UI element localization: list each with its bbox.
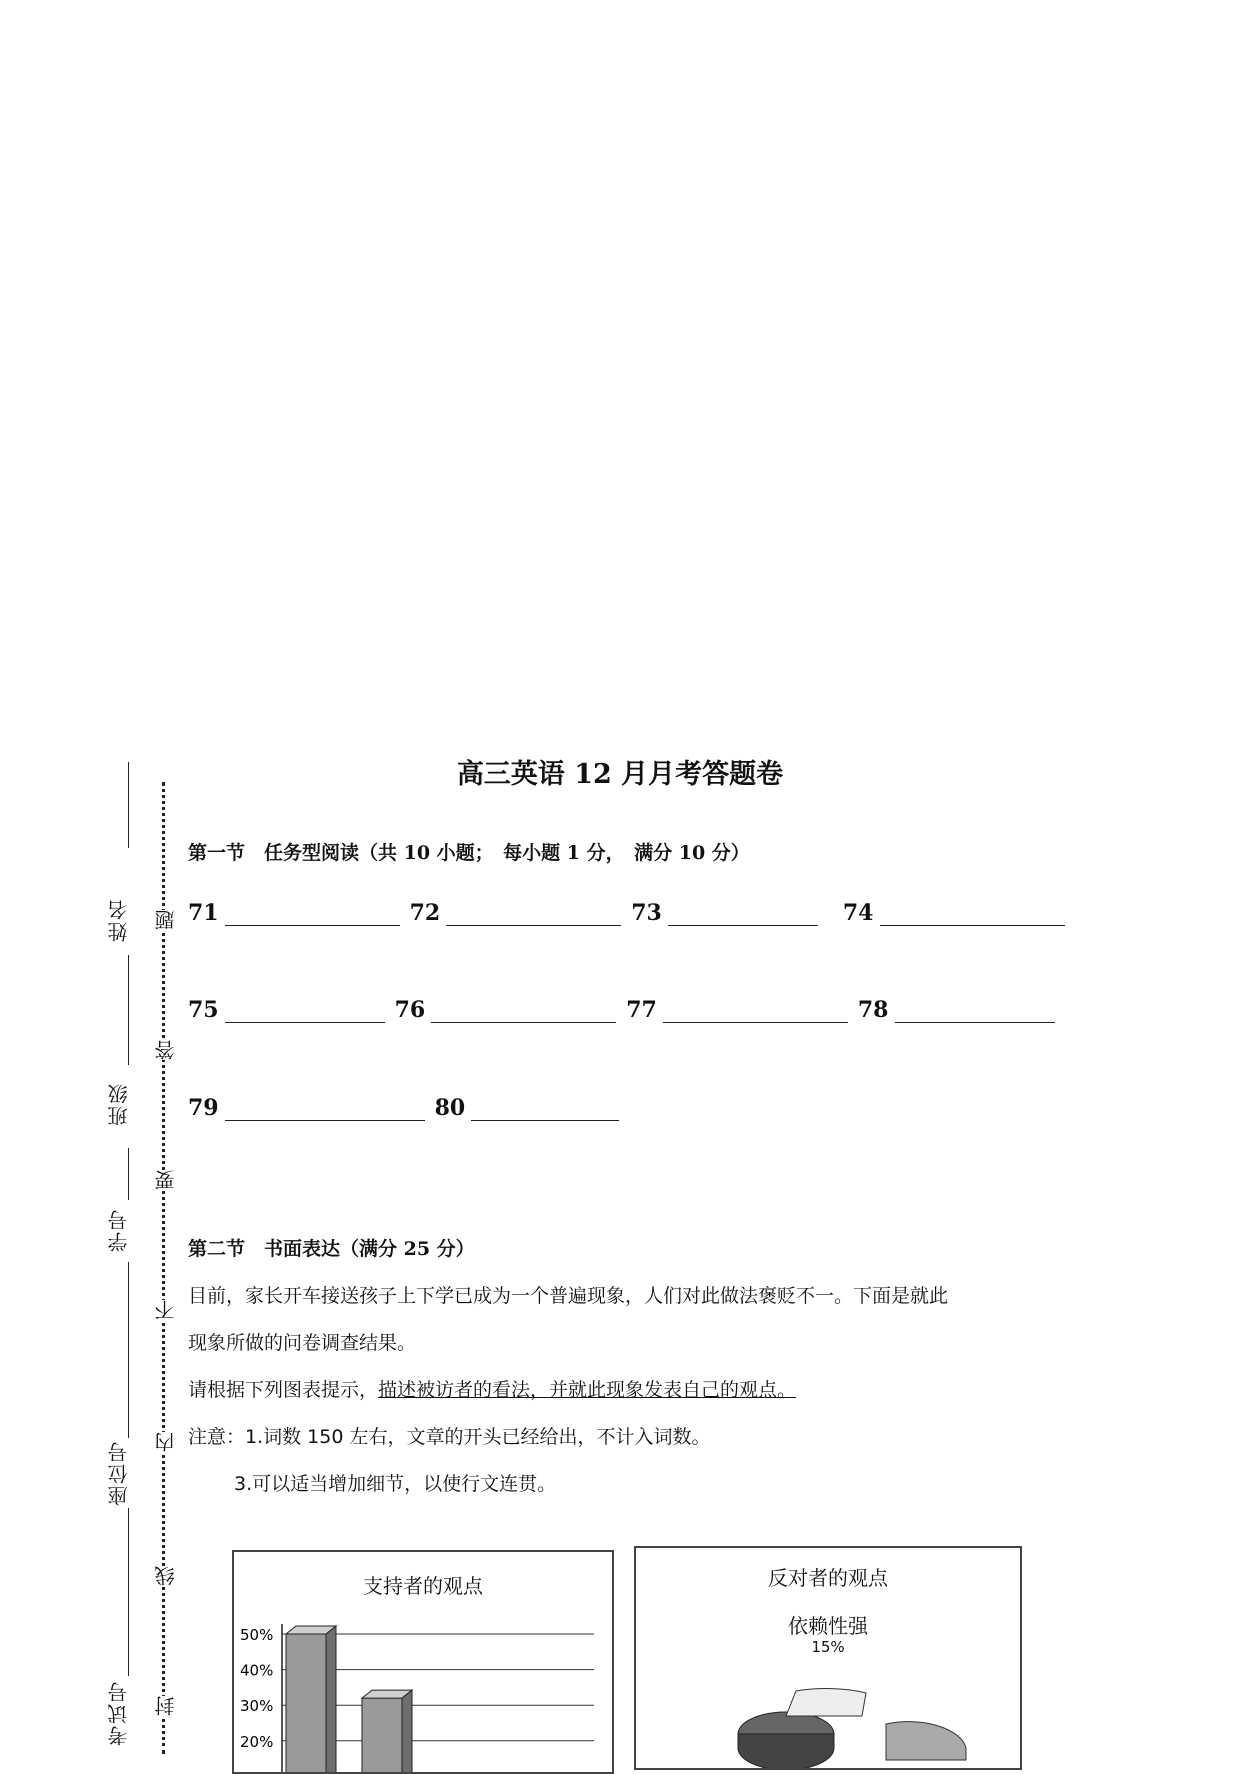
question-number: 79 [188,1095,219,1121]
question-number: 76 [394,997,426,1023]
name-label: 姓名 [107,898,131,942]
answer-blank-80[interactable] [471,1100,619,1121]
y-tick-label: 20% [240,1732,274,1751]
supporters-chart [232,1550,614,1774]
question-number: 73 [631,900,662,926]
instruction-line [188,1367,1068,1414]
section1-title: 第一节 任务型阅读（共 10 小题； 每小题 1 分， 满分 10 分） [188,842,750,864]
y-tick-label: 50% [240,1626,274,1644]
note-line: 3.可以适当增加细节，以使行文连贯。 [234,1473,557,1495]
answer-blank-72[interactable] [446,905,621,926]
answer-blank-76[interactable] [431,1002,616,1023]
section2-title: 第二节 书面表达（满分 25 分） [188,1238,475,1260]
pie-slice [886,1722,966,1760]
answer-row [188,997,1065,1023]
note-line: 注意：1.词数 150 左右，文章的开头已经给出，不计入词数。 [188,1426,711,1448]
answer-blank-74[interactable] [880,905,1065,926]
answer-blank-73[interactable] [668,905,818,926]
question-number: 75 [188,997,219,1023]
seat-number-label: 座位号 [107,1440,131,1506]
question-number: 77 [626,997,657,1023]
answer-row [188,900,1075,926]
pie-annotation-label: 依赖性强 [788,1614,868,1638]
answer-blank-75[interactable] [225,1002,385,1023]
margin-rule [128,955,129,1065]
seal-char: 内 [151,1432,175,1452]
pie-slice [786,1689,866,1716]
question-number: 71 [188,900,219,926]
page-title: 高三英语 12 月月考答题卷 [456,759,784,790]
instruction-prefix: 请根据下列图表提示， [188,1379,379,1401]
pie-chart-svg [636,1548,1020,1768]
question-number: 80 [434,1095,466,1121]
seal-char: 答 [151,1040,175,1060]
bar [286,1634,326,1772]
writing-prompt [188,1273,1068,1508]
chart-title: 支持者的观点 [363,1574,483,1598]
seal-char: 不 [151,1300,175,1320]
seal-char: 线 [151,1566,175,1586]
answer-blank-79[interactable] [225,1100,425,1121]
answer-blank-78[interactable] [895,1002,1055,1023]
pie-slice [738,1734,834,1768]
answer-blank-71[interactable] [225,905,400,926]
opponents-chart [634,1546,1022,1770]
pie-annotation-value: 15% [811,1638,845,1656]
chart-title: 反对者的观点 [768,1566,888,1590]
seal-char: 题 [151,910,175,930]
bar-side [402,1690,412,1772]
question-number: 74 [842,900,874,926]
margin-rule [128,1148,129,1200]
question-number: 72 [409,900,441,926]
y-tick-label: 40% [240,1661,274,1680]
seal-char: 要 [151,1170,175,1190]
margin-rule [128,1508,129,1676]
answer-blank-77[interactable] [663,1002,848,1023]
class-label: 班级 [107,1082,131,1126]
bar [362,1698,402,1772]
bar-side [326,1626,336,1772]
answer-row [188,1095,629,1121]
prompt-line: 目前，家长开车接送孩子上下学已成为一个普遍现象，人们对此做法褒贬不一。下面是就此 [188,1285,949,1307]
instruction-underlined: 描述被访者的看法，并就此现象发表自己的观点。 [378,1379,797,1401]
exam-number-label: 考试号 [107,1680,131,1746]
margin-rule [128,1262,129,1438]
question-number: 78 [857,997,889,1023]
bar-chart-svg [234,1552,612,1772]
student-id-label: 学号 [107,1208,131,1252]
y-tick-label: 30% [240,1697,274,1716]
prompt-line: 现象所做的问卷调查结果。 [188,1332,417,1354]
seal-char: 封 [151,1696,175,1716]
